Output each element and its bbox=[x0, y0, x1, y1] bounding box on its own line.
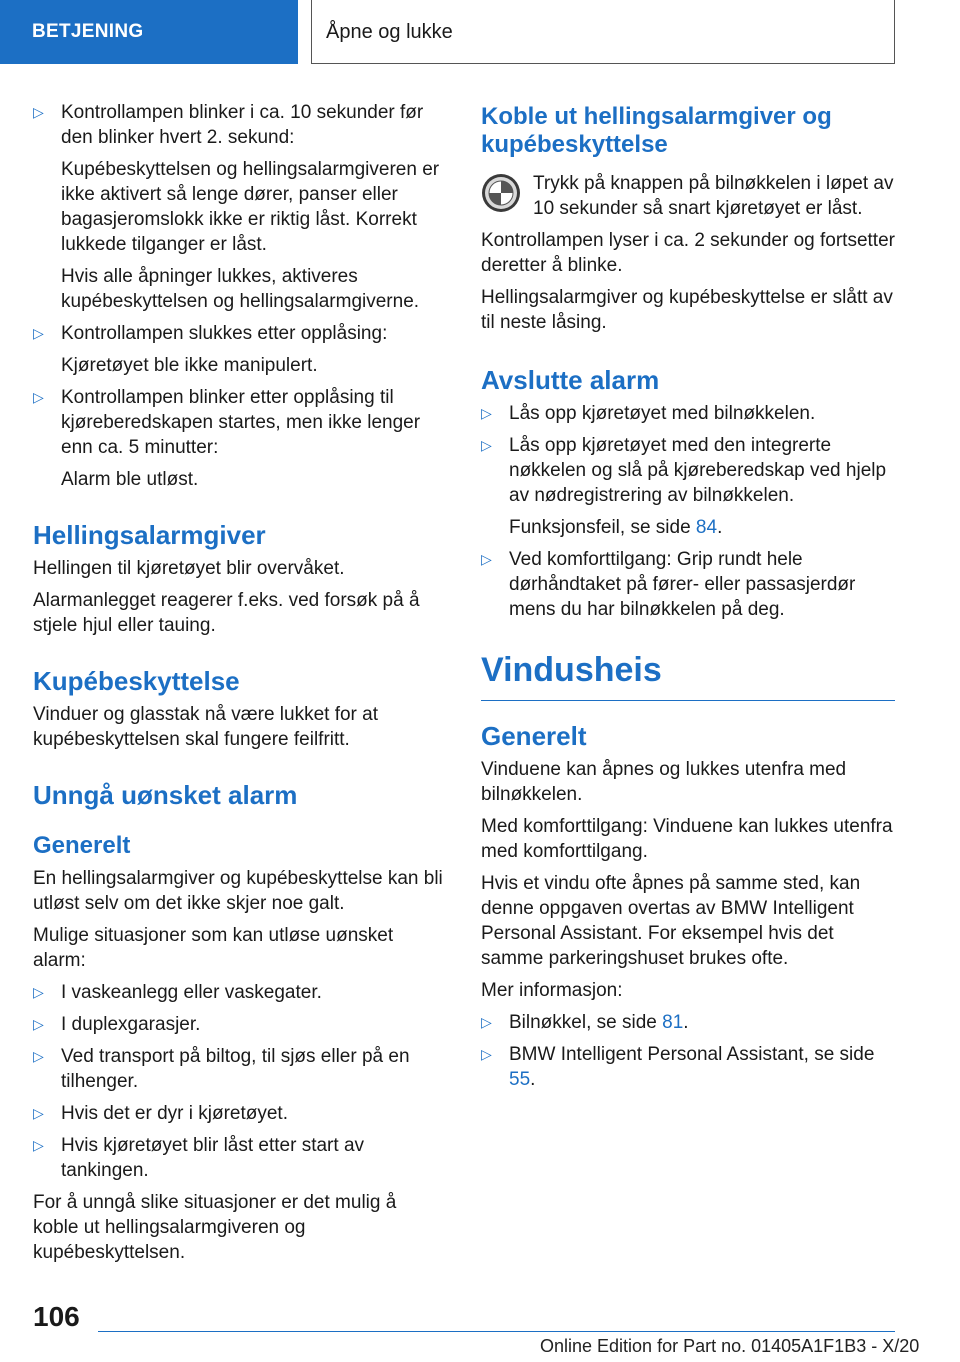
list-item-detail: Alarm ble utløst. bbox=[61, 469, 199, 490]
footer-rule bbox=[98, 1331, 895, 1332]
list-item-detail: Kjøretøyet ble ikke manipulert. bbox=[61, 355, 318, 376]
list-item-text: Kontrollampen blinker etter opplåsing til kjøreberedskapen startes, men ikke lenger enn ca. 5 minutter: bbox=[61, 387, 421, 458]
list-item-detail: Kupébeskyttelsen og hellingsalarmgiveren er ikke aktivert så lenge dører, panser eller bagasjeromslokk ikke er riktig låst. Korrekt lukkede tilganger er låst. bbox=[61, 159, 440, 255]
chapter-title: Åpne og lukke bbox=[311, 0, 895, 64]
triangle-bullet-icon: ▷ bbox=[33, 104, 44, 120]
list-item-text: I vaskeanlegg eller vaskegater. bbox=[61, 982, 322, 1003]
paragraph: Hvis et vindu ofte åpnes på samme sted, kan denne oppgaven overtas av BMW Intelligent Personal Assistant. For eksempel hvis det samme parkeringshuset brukes ofte. bbox=[481, 873, 861, 969]
list-item bbox=[33, 385, 445, 492]
list-item bbox=[33, 1044, 445, 1094]
list-item-text: Ved komforttilgang: Grip rundt hele dørhåndtaket på fører- eller passasjerdør mens du har bilnøkkelen på deg. bbox=[509, 549, 856, 620]
list-item-text: Kontrollampen blinker i ca. 10 sekunder før den blinker hvert 2. sekund: bbox=[61, 102, 424, 148]
triangle-bullet-icon: ▷ bbox=[33, 1016, 44, 1032]
list-item bbox=[481, 547, 895, 622]
list-item-text: Lås opp kjøretøyet med den integrerte nøkkelen og slå på kjøreberedskap ved hjelp av nødregistrering av bilnøkkelen. bbox=[509, 435, 887, 506]
heading-vindusheis: Vindusheis bbox=[481, 651, 662, 689]
triangle-bullet-icon: ▷ bbox=[33, 1048, 44, 1064]
page-link[interactable]: 84 bbox=[695, 517, 718, 538]
paragraph: Mulige situasjoner som kan utløse uønsket alarm: bbox=[33, 925, 394, 971]
list-item bbox=[33, 1133, 445, 1183]
list-item-detail: Hvis alle åpninger lukkes, aktiveres kupébeskyttelsen og hellingsalarmgiverne. bbox=[61, 266, 420, 312]
triangle-bullet-icon: ▷ bbox=[33, 389, 44, 405]
heading-avslutte-alarm: Avslutte alarm bbox=[481, 365, 660, 395]
paragraph: Trykk på knappen på bilnøkkelen i løpet av 10 sekunder så snart kjøretøyet er låst. bbox=[533, 173, 894, 219]
paragraph: Alarmanlegget reagerer f.eks. ved forsøk på å stjele hjul eller tauing. bbox=[33, 590, 420, 636]
bmw-key-icon bbox=[481, 173, 521, 213]
page-link[interactable]: 81 bbox=[662, 1012, 684, 1033]
key-instruction bbox=[481, 171, 895, 221]
list-item-text: Hvis det er dyr i kjøretøyet. bbox=[61, 1103, 288, 1124]
ref-prefix: Bilnøkkel, se side bbox=[509, 1012, 663, 1033]
paragraph: Vinduer og glasstak nå være lukket for at kupébeskyttelsen skal fungere feilfritt. bbox=[33, 704, 379, 750]
ref-prefix: BMW Intelligent Personal Assistant, se side bbox=[509, 1044, 875, 1065]
ref-suffix: . bbox=[530, 1069, 536, 1090]
paragraph: Med komforttilgang: Vinduene kan lukkes utenfra med komforttilgang. bbox=[481, 816, 893, 862]
triangle-bullet-icon: ▷ bbox=[481, 1046, 492, 1062]
paragraph: Kontrollampen lyser i ca. 2 sekunder og fortsetter deretter å blinke. bbox=[481, 230, 895, 276]
paragraph: For å unngå slike situasjoner er det mulig å koble ut hellingsalarmgiveren og kupébeskyttelsen. bbox=[33, 1192, 397, 1263]
list-item bbox=[33, 100, 445, 314]
list-item-detail bbox=[509, 515, 895, 540]
list-item bbox=[481, 1010, 895, 1035]
list-item bbox=[481, 401, 895, 426]
paragraph: Vinduene kan åpnes og lukkes utenfra med bilnøkkelen. bbox=[481, 759, 847, 805]
heading-kupebeskyttelse: Kupébeskyttelse bbox=[33, 666, 240, 696]
heading-generelt: Generelt bbox=[33, 832, 131, 859]
page-link[interactable]: 55 bbox=[509, 1069, 531, 1090]
triangle-bullet-icon: ▷ bbox=[33, 1137, 44, 1153]
paragraph: Mer informasjon: bbox=[481, 980, 623, 1001]
list-item bbox=[33, 1101, 445, 1126]
triangle-bullet-icon: ▷ bbox=[33, 1105, 44, 1121]
indicator-list bbox=[33, 100, 445, 492]
paragraph: En hellingsalarmgiver og kupébeskyttelse kan bli utløst selv om det ikke skjer noe galt. bbox=[33, 868, 443, 914]
right-column bbox=[481, 100, 895, 1099]
list-item-text: I duplexgarasjer. bbox=[61, 1014, 201, 1035]
heading-koble-ut: Koble ut hellingsalarmgiver og kupébeskyttelse bbox=[481, 103, 832, 158]
left-column bbox=[33, 100, 445, 1272]
list-item bbox=[33, 321, 445, 378]
avslutte-list bbox=[481, 401, 895, 622]
ref-suffix: . bbox=[717, 517, 723, 538]
paragraph: Hellingsalarmgiver og kupébeskyttelse er slått av til neste låsing. bbox=[481, 287, 893, 333]
triangle-bullet-icon: ▷ bbox=[481, 551, 492, 567]
triangle-bullet-icon: ▷ bbox=[481, 405, 492, 421]
situation-list bbox=[33, 980, 445, 1183]
list-item-text: Hvis kjøretøyet blir låst etter start av tankingen. bbox=[61, 1135, 365, 1181]
ref-suffix: . bbox=[683, 1012, 689, 1033]
heading-hellingsalarmgiver: Hellingsalarmgiver bbox=[33, 520, 266, 550]
triangle-bullet-icon: ▷ bbox=[33, 325, 44, 341]
list-item-text: Kontrollampen slukkes etter opplåsing: bbox=[61, 323, 388, 344]
list-item bbox=[33, 1012, 445, 1037]
page-number: 106 bbox=[33, 1301, 80, 1332]
section-tab: BETJENING bbox=[0, 0, 298, 64]
triangle-bullet-icon: ▷ bbox=[481, 1014, 492, 1030]
info-list bbox=[481, 1010, 895, 1092]
list-item bbox=[481, 433, 895, 540]
list-item-text: Lås opp kjøretøyet med bilnøkkelen. bbox=[509, 403, 816, 424]
triangle-bullet-icon: ▷ bbox=[481, 437, 492, 453]
ref-prefix: Funksjonsfeil, se side bbox=[509, 517, 696, 538]
heading-generelt-vindu: Generelt bbox=[481, 721, 587, 751]
edition-footer: Online Edition for Part no. 01405A1F1B3 - X/20 bbox=[540, 1336, 920, 1356]
heading-unnga-uonsket-alarm: Unngå uønsket alarm bbox=[33, 780, 298, 810]
list-item bbox=[481, 1042, 895, 1092]
paragraph: Hellingen til kjøretøyet blir overvåket. bbox=[33, 558, 345, 579]
triangle-bullet-icon: ▷ bbox=[33, 984, 44, 1000]
heading-rule bbox=[481, 700, 895, 701]
list-item-text: Ved transport på biltog, til sjøs eller på en tilhenger. bbox=[61, 1046, 410, 1092]
list-item bbox=[33, 980, 445, 1005]
